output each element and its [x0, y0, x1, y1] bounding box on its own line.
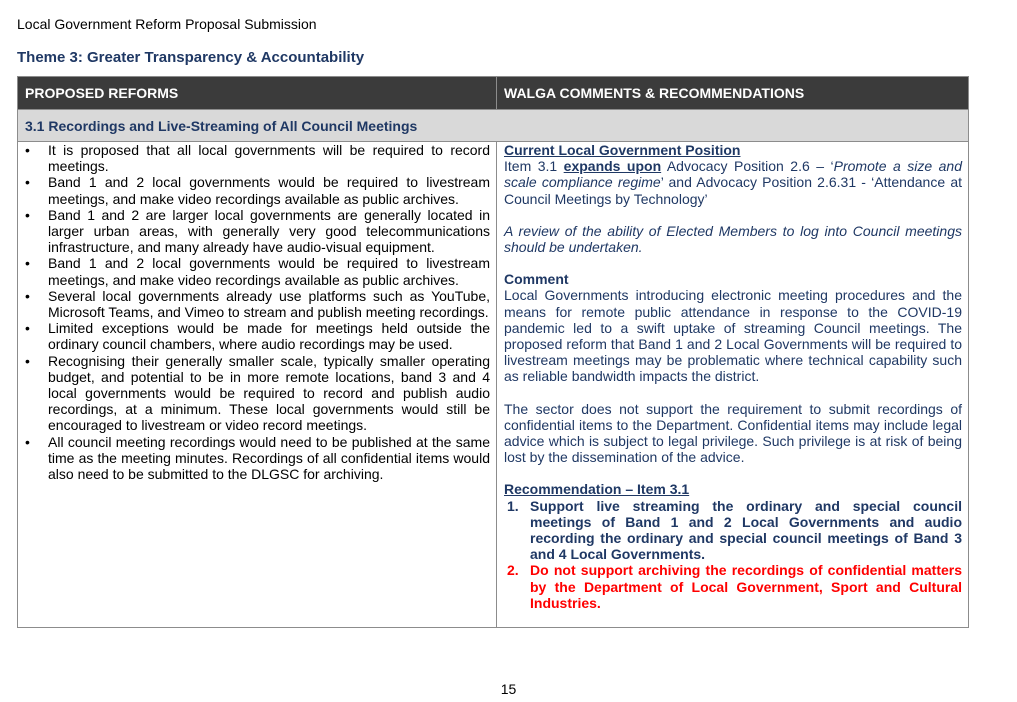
comment-heading: Comment [504, 271, 569, 288]
recommendation-number: 2. [507, 562, 519, 579]
proposal-text: Band 1 and 2 local governments would be required to livestream meetings, and make video recordings available as public archives. [48, 174, 490, 207]
column-header-proposed-reforms: PROPOSED REFORMS [18, 77, 497, 110]
list-item [22, 320, 490, 352]
proposal-text: Several local governments already use platforms such as YouTube, Microsoft Teams, and Vimeo to stream and publish meeting recordings. [48, 287, 490, 321]
list-item [22, 174, 490, 206]
table-header-row [18, 77, 969, 110]
bullet-icon: • [25, 433, 30, 450]
table-body-row [18, 142, 969, 628]
section-title: 3.1 Recordings and Live-Streaming of All Council Meetings [18, 110, 969, 142]
review-note [504, 223, 962, 255]
review-note-text: A review of the ability of Elected Members to log into Council meetings should be undertaken. [504, 222, 962, 256]
position-paragraph [504, 158, 962, 207]
comment-paragraph-2: The sector does not support the requirement to submit recordings of confidential items to the Department. Confidential items may include legal advice which is subject to legal privilege. Such privilege is at risk of being lost by the dissemination of the advice. [504, 400, 962, 466]
proposals-list [22, 142, 490, 482]
position-bold-phrase: expands upon [563, 158, 662, 175]
spacer [504, 465, 962, 481]
bullet-icon: • [25, 142, 30, 158]
list-item [22, 288, 490, 320]
bullet-icon: • [25, 352, 30, 369]
bullet-icon: • [25, 174, 30, 191]
position-text-1: Item 3.1 [504, 158, 564, 175]
list-item [22, 207, 490, 256]
spacer [504, 385, 962, 401]
proposed-reforms-cell [18, 142, 497, 628]
page-number: 15 [500, 681, 517, 697]
proposal-text: Limited exceptions would be made for meetings held outside the ordinary council chambers, where audio recordings may be used. [48, 320, 490, 353]
list-item [22, 142, 490, 174]
proposal-text: Recognising their generally smaller scale, typically smaller operating budget, and potential to be in more remote locations, band 3 and 4 local governments would be required to record and publish audio recordings, at a minimum. These local governments would still be encouraged to livestream or video record meetings. [48, 352, 490, 434]
proposal-text: Band 1 and 2 local governments would be required to livestream meetings, and make video recordings available as public archives. [48, 255, 490, 288]
spacer [504, 255, 962, 271]
bullet-icon: • [25, 206, 30, 223]
bullet-icon: • [25, 287, 30, 304]
recommendation-text: Support live streaming the ordinary and special council meetings of Band 1 and 2 Local Governments and audio recording the ordinary and special council meetings of Band 3 and 4 Local Governments. [530, 497, 962, 563]
comment-paragraph-1: Local Governments introducing electronic meeting procedures and the means for remote public attendance in response to the COVID-19 pandemic led to a swift uptake of streaming Council meetings. The proposed reform that Band 1 and 2 Local Governments will be required to livestream meetings may be problematic where technical capability such as reliable bandwidth impacts the district. [504, 287, 962, 385]
position-heading: Current Local Government Position [504, 142, 741, 158]
bullet-icon: • [25, 320, 30, 337]
walga-comments-cell [497, 142, 969, 628]
proposal-text: Band 1 and 2 are larger local governments are generally located in larger urban areas, with generally very good telecommunications infrastructure, and many already have audio-visual equipment. [48, 206, 490, 256]
section-row [18, 110, 969, 142]
recommendation-heading: Recommendation – Item 3.1 [504, 481, 690, 498]
recommendations-list [504, 498, 962, 611]
list-item [22, 255, 490, 287]
recommendation-number: 1. [507, 497, 519, 514]
document-header: Local Government Reform Proposal Submission [17, 16, 317, 32]
list-item [504, 562, 962, 611]
proposal-text: It is proposed that all local governments will be required to record meetings. [48, 142, 490, 175]
reform-table [17, 76, 969, 628]
column-header-walga-comments: WALGA COMMENTS & RECOMMENDATIONS [497, 77, 969, 110]
list-item [22, 353, 490, 434]
theme-title: Theme 3: Greater Transparency & Accountability [17, 49, 365, 66]
spacer [504, 207, 962, 223]
position-text-3: ’ and Advocacy Position 2.6.31 - ‘Attendance at Council Meetings by Technology’ [504, 174, 962, 207]
proposal-text: All council meeting recordings would need to be published at the same time as the meeting minutes. Recordings of all confidential items would also need to be submitted to the DLGSC for archiving. [48, 433, 490, 483]
position-italic-phrase: Promote a size and scale compliance regime [504, 158, 963, 191]
position-text-2: Advocacy Position 2.6 – ‘ [661, 158, 834, 175]
list-item [504, 498, 962, 563]
recommendation-text: Do not support archiving the recordings of confidential matters by the Department of Local Government, Sport and Cultural Industries. [530, 562, 962, 611]
bullet-icon: • [25, 255, 30, 272]
list-item [22, 434, 490, 483]
